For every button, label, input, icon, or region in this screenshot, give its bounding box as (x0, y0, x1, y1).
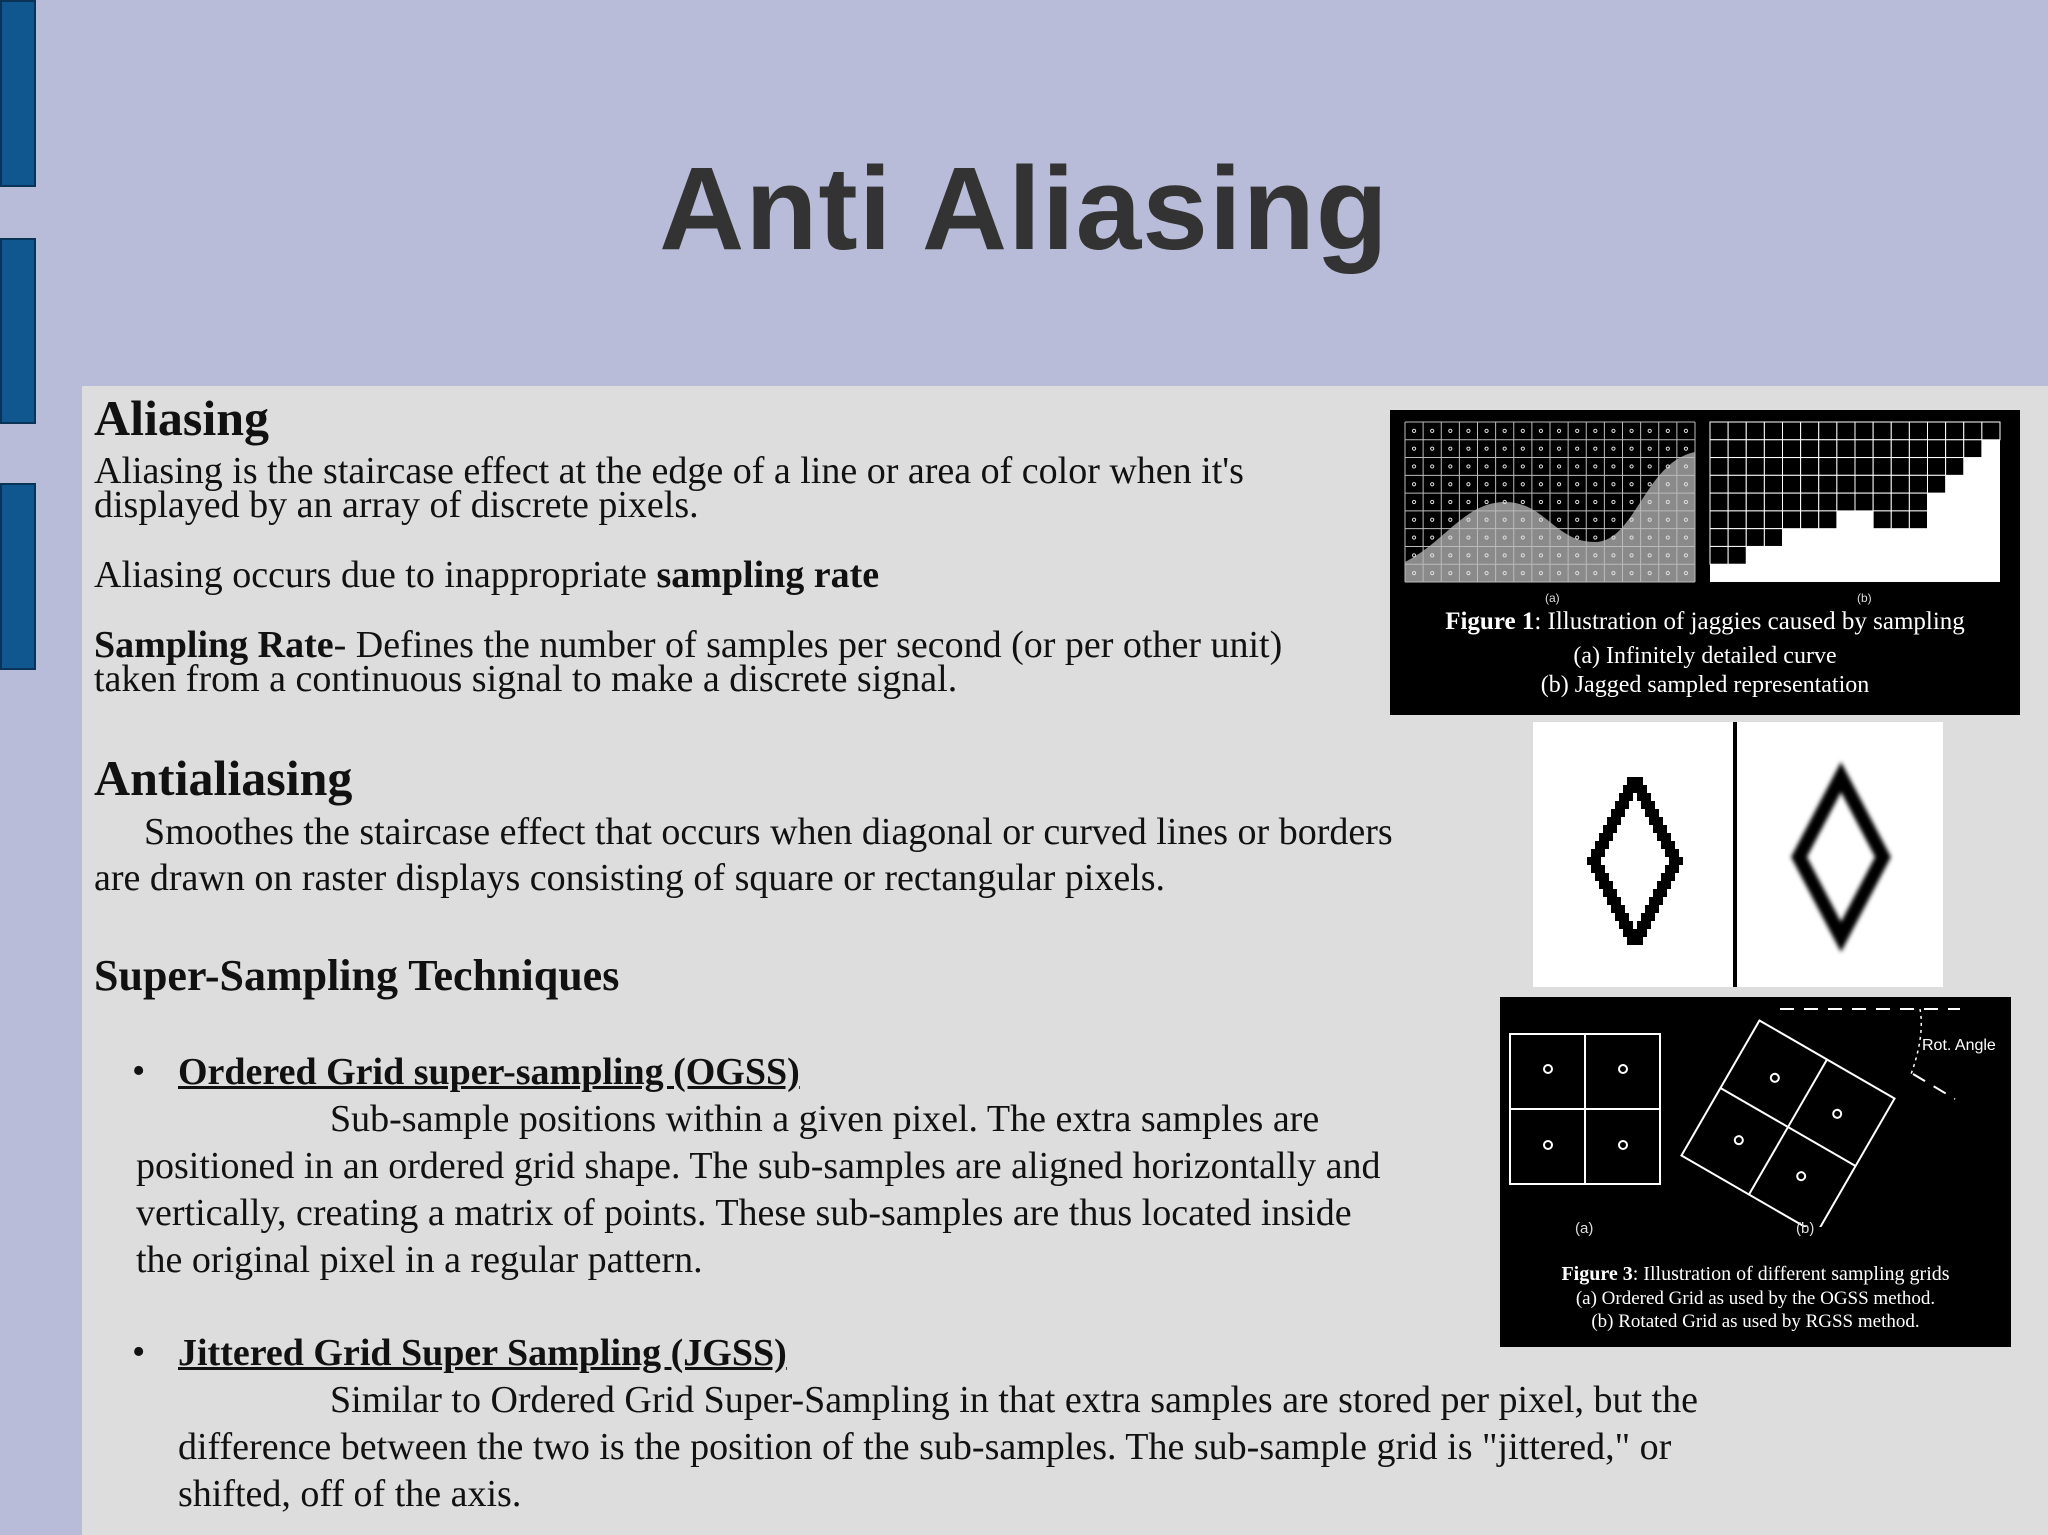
figure-2-illustration (1533, 722, 1943, 987)
ogss-line-4: the original pixel in a regular pattern. (136, 1239, 703, 1281)
figure-3-label-a: (a) (1575, 1220, 1594, 1237)
figure-1-caption (1390, 609, 2020, 634)
jgss-title: Jittered Grid Super Sampling (JGSS) (178, 1332, 787, 1374)
figure-1-label-b: (b) (1857, 591, 1872, 605)
sampling-rate-definition: - Defines the number of samples per second (or per other unit) (333, 624, 1283, 666)
antialiasing-line-2: are drawn on raster displays consisting of square or rectangular pixels. (94, 857, 1166, 899)
aliasing-cause-bold: sampling rate (656, 554, 880, 596)
ogss-line-3: vertically, creating a matrix of points. These sub-samples are thus located inside (136, 1192, 1352, 1234)
figure-3-rot-angle: Rot. Angle (1922, 1037, 1996, 1054)
aliasing-line-2: displayed by an array of discrete pixels. (94, 484, 699, 526)
figure-3-label-b: (b) (1796, 1220, 1815, 1237)
sampling-rate-line-2: taken from a continuous signal to make a discrete signal. (94, 658, 958, 700)
side-tab-bottom (0, 483, 36, 670)
figure-1-caption-a: (a) Infinitely detailed curve (1573, 643, 1837, 669)
figure-1-caption-text: : Illustration of jaggies caused by sampling (1534, 608, 1965, 635)
figure-3-caption (1500, 1264, 2011, 1284)
jgss-line-1: Similar to Ordered Grid Super-Sampling in that extra samples are stored per pixel, but the (330, 1379, 1698, 1421)
sampling-rate-term: Sampling Rate (94, 624, 334, 666)
supersampling-heading: Super-Sampling Techniques (94, 951, 620, 1000)
figure-3-illustration (1500, 997, 2011, 1227)
figure-3-caption-text: : Illustration of different sampling grids (1632, 1263, 1950, 1285)
slide-title: Anti Aliasing (659, 143, 1389, 275)
antialiasing-line-1: Smoothes the staircase effect that occurs when diagonal or curved lines or borders (144, 811, 1393, 853)
figure-3-caption-label: Figure 3 (1561, 1263, 1633, 1285)
aliasing-heading: Aliasing (94, 390, 270, 446)
antialiasing-heading: Antialiasing (94, 750, 353, 806)
ogss-line-1: Sub-sample positions within a given pixel. The extra samples are (330, 1098, 1320, 1140)
ogss-line-2: positioned in an ordered grid shape. The sub-samples are aligned horizontally and (136, 1145, 1381, 1187)
aliasing-line-1: Aliasing is the staircase effect at the edge of a line or area of color when it's (94, 450, 1244, 492)
figure-3-caption-a: (a) Ordered Grid as used by the OGSS method. (1575, 1288, 1936, 1309)
bullet-ogss: • (132, 1050, 146, 1092)
aliasing-cause (94, 556, 879, 594)
jgss-line-2: difference between the two is the position of the sub-samples. The sub-sample grid is "jittered," or (178, 1426, 1672, 1468)
aliasing-cause-text: Aliasing occurs due to inappropriate (94, 554, 657, 596)
figure-1-caption-label: Figure 1 (1445, 608, 1535, 635)
figure-1-caption-b: (b) Jagged sampled representation (1540, 672, 1870, 698)
figure-1-jaggies (1390, 410, 2020, 715)
ogss-title: Ordered Grid super-sampling (OGSS) (178, 1051, 800, 1093)
figure-1-label-a: (a) (1545, 591, 1560, 605)
bullet-jgss: • (132, 1331, 146, 1373)
figure-3-caption-b: (b) Rotated Grid as used by RGSS method. (1591, 1311, 1920, 1332)
figure-1-illustration (1390, 410, 2020, 585)
figure-3-sampling-grids (1500, 997, 2011, 1347)
jgss-line-3: shifted, off of the axis. (178, 1473, 522, 1515)
figure-2-diamonds (1533, 722, 1943, 987)
